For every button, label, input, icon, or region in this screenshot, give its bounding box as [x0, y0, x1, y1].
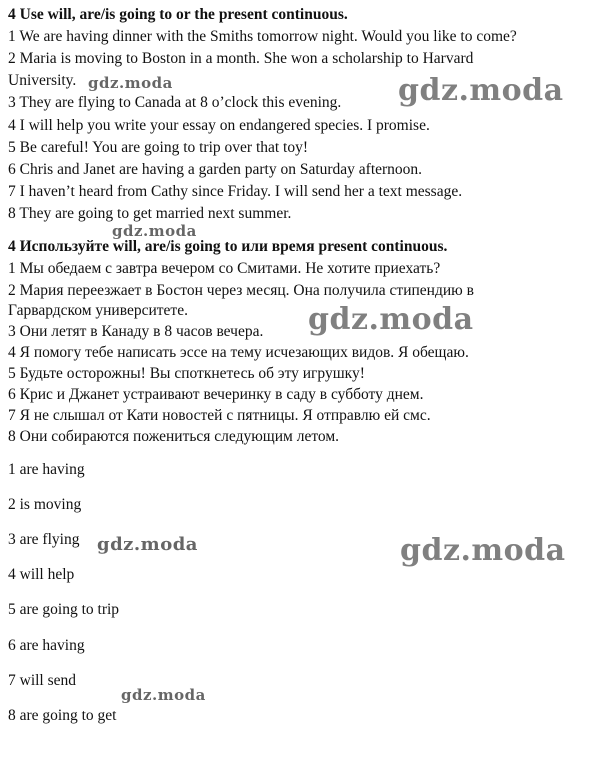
english-line-4: 4 I will help you write your essay on endangered species. I promise.	[8, 117, 430, 134]
english-line-2-continued: University.	[8, 72, 77, 89]
english-line-5: 5 Be careful! You are going to trip over that toy!	[8, 139, 309, 156]
english-line-2: 2 Maria is moving to Boston in a month. She won a scholarship to Harvard	[8, 50, 474, 67]
answer-2: 2 is moving	[8, 496, 82, 513]
english-line-3: 3 They are flying to Canada at 8 o’clock this evening.	[8, 94, 342, 111]
watermark-large: gdz.moda	[398, 73, 564, 108]
russian-line-5: 5 Будьте осторожны! Вы споткнетесь об эту игрушку!	[8, 365, 365, 382]
english-line-7: 7 I haven’t heard from Cathy since Friday. I will send her a text message.	[8, 183, 463, 200]
watermark-large: gdz.moda	[308, 302, 474, 337]
answer-6: 6 are having	[8, 637, 85, 654]
answer-8: 8 are going to get	[8, 707, 117, 724]
english-heading: 4 Use will, are/is going to or the present continuous.	[8, 6, 348, 23]
answer-3: 3 are flying	[8, 531, 80, 548]
russian-line-2: 2 Мария переезжает в Бостон через месяц. Она получила стипендию в	[8, 282, 474, 299]
russian-line-1: 1 Мы обедаем с завтра вечером со Смитами. Не хотите приехать?	[8, 260, 441, 277]
watermark-small: gdz.moda	[88, 74, 173, 92]
watermark-small: gdz.moda	[97, 534, 198, 555]
answer-4: 4 will help	[8, 566, 75, 583]
watermark-large: gdz.moda	[400, 533, 566, 568]
watermark-small: gdz.moda	[121, 686, 206, 704]
english-line-8: 8 They are going to get married next summer.	[8, 205, 292, 222]
russian-line-3: 3 Они летят в Канаду в 8 часов вечера.	[8, 323, 264, 340]
russian-line-8: 8 Они собираются пожениться следующим летом.	[8, 428, 340, 445]
russian-line-6: 6 Крис и Джанет устраивают вечеринку в саду в субботу днем.	[8, 386, 424, 403]
russian-line-4: 4 Я помогу тебе написать эссе на тему исчезающих видов. Я обещаю.	[8, 344, 469, 361]
russian-line-2-continued: Гарвардском университете.	[8, 302, 188, 319]
russian-heading: 4 Используйте will, are/is going to или время present continuous.	[8, 238, 448, 255]
russian-line-7: 7 Я не слышал от Кати новостей с пятницы. Я отправлю ей смс.	[8, 407, 431, 424]
answer-5: 5 are going to trip	[8, 601, 120, 618]
answer-1: 1 are having	[8, 461, 85, 478]
answer-7: 7 will send	[8, 672, 77, 689]
english-line-6: 6 Chris and Janet are having a garden party on Saturday afternoon.	[8, 161, 423, 178]
english-line-1: 1 We are having dinner with the Smiths tomorrow night. Would you like to come?	[8, 28, 517, 45]
watermark-small: gdz.moda	[112, 222, 197, 240]
